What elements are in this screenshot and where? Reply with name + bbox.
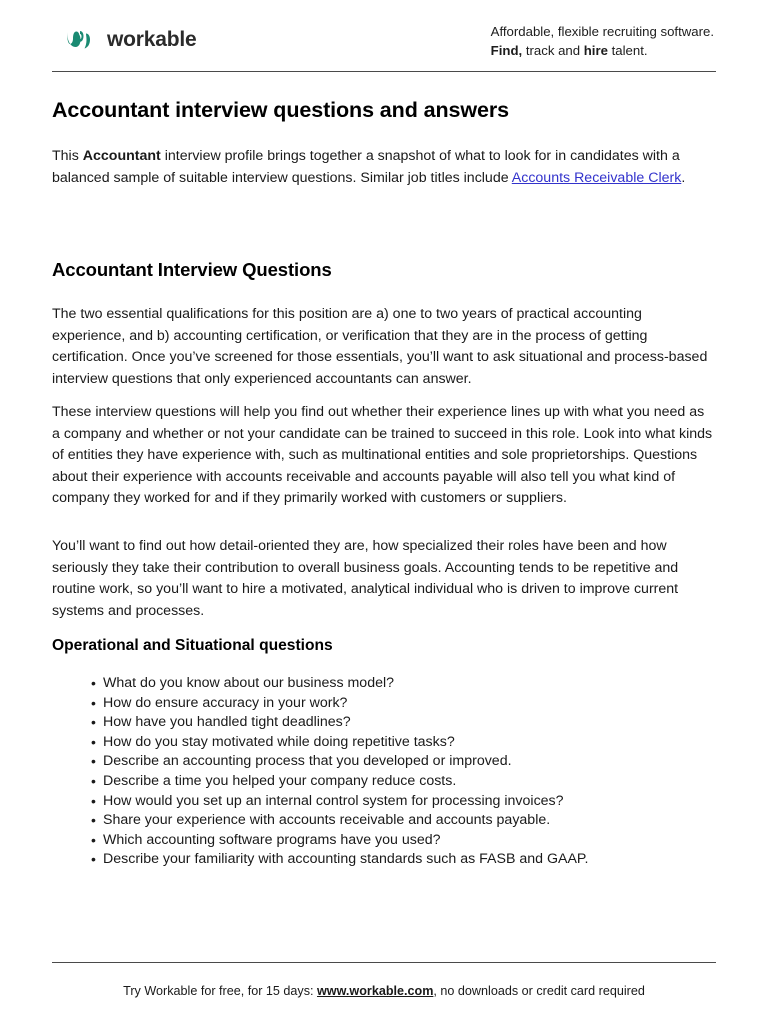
list-item: • Describe your familiarity with accounting standards such as FASB and GAAP. bbox=[92, 850, 716, 870]
tagline-bold-find: Find, bbox=[490, 43, 523, 58]
subsection-heading: Operational and Situational questions bbox=[52, 637, 333, 654]
list-item: • Share your experience with accounts receivable and accounts payable. bbox=[92, 811, 716, 831]
list-item: • How would you set up an internal control system for processing invoices? bbox=[92, 792, 716, 812]
intro-part-1: This bbox=[52, 148, 83, 164]
workable-website-link[interactable]: www.workable.com bbox=[317, 984, 434, 998]
intro-bold-term: Accountant bbox=[82, 148, 161, 164]
footer-divider bbox=[52, 962, 716, 963]
accounts-receivable-clerk-link[interactable]: Accounts Receivable Clerk bbox=[511, 169, 682, 186]
body-paragraph-1: The two essential qualifications for this position are a) one to two years of practical accounting experience, and b) accounting certification, or verification that they are in the process of getting certification. Once you’ve screened for those essentials, you’ll want to ask situational and process-based interview questions that only experienced accountants can answer. bbox=[52, 306, 708, 387]
footer-text-after: , no downloads or credit card required bbox=[433, 984, 645, 998]
section-heading: Accountant Interview Questions bbox=[52, 259, 332, 280]
list-item: • Describe an accounting process that you developed or improved. bbox=[92, 752, 716, 772]
body-paragraph-3: You’ll want to find out how detail-oriented they are, how specialized their roles have been and how seriously they take their contribution to overall business goals. Accounting tends to be repetitive and routine work, so you’ll want to hire a motivated, analytical individual who is driven to improve current systems and processes. bbox=[52, 538, 679, 619]
tagline-mid: track and bbox=[522, 43, 584, 58]
intro-part-3: . bbox=[681, 169, 686, 186]
page-title: Accountant interview questions and answers bbox=[52, 98, 509, 122]
page-footer bbox=[52, 983, 716, 1000]
list-item: • What do you know about our business model? bbox=[92, 674, 716, 694]
header-divider bbox=[52, 71, 716, 72]
tagline-bold-hire: hire bbox=[583, 43, 608, 58]
list-item: • How do you stay motivated while doing repetitive tasks? bbox=[92, 733, 716, 753]
list-item: • Which accounting software programs have you used? bbox=[92, 831, 716, 851]
header-tagline bbox=[491, 22, 714, 60]
workable-swirl-logo-icon bbox=[65, 26, 99, 52]
tagline-line-1: Affordable, flexible recruiting software. bbox=[490, 24, 714, 39]
interview-questions-list bbox=[52, 674, 716, 870]
page-header bbox=[52, 22, 716, 68]
tagline-end: talent. bbox=[607, 43, 648, 58]
brand-name: workable bbox=[107, 27, 197, 51]
list-item: • Describe a time you helped your company reduce costs. bbox=[92, 772, 716, 792]
tagline-line-2 bbox=[491, 41, 714, 60]
intro-paragraph bbox=[52, 146, 716, 189]
list-item: • How do ensure accuracy in your work? bbox=[92, 694, 716, 714]
list-item: • How have you handled tight deadlines? bbox=[92, 713, 716, 733]
footer-text-before: Try Workable for free, for 15 days: bbox=[123, 984, 318, 998]
intro-part-2: interview profile brings together a snapshot of what to look for in candidates with a balanced sample of suitable interview questions. Similar job titles include bbox=[52, 148, 680, 186]
body-paragraph-2: These interview questions will help you find out whether their experience lines up with what you need as a company and whether or not your candidate can be trained to succeed in this role. Look into what kinds of entities they have experience with, such as multinational entities and sole proprietorships. Questions about their experience with accounts receivable and accounts payable will also tell you what kind of company they worked for and if they primarily worked with customers or suppliers. bbox=[52, 404, 713, 506]
workable-brand bbox=[65, 26, 196, 52]
